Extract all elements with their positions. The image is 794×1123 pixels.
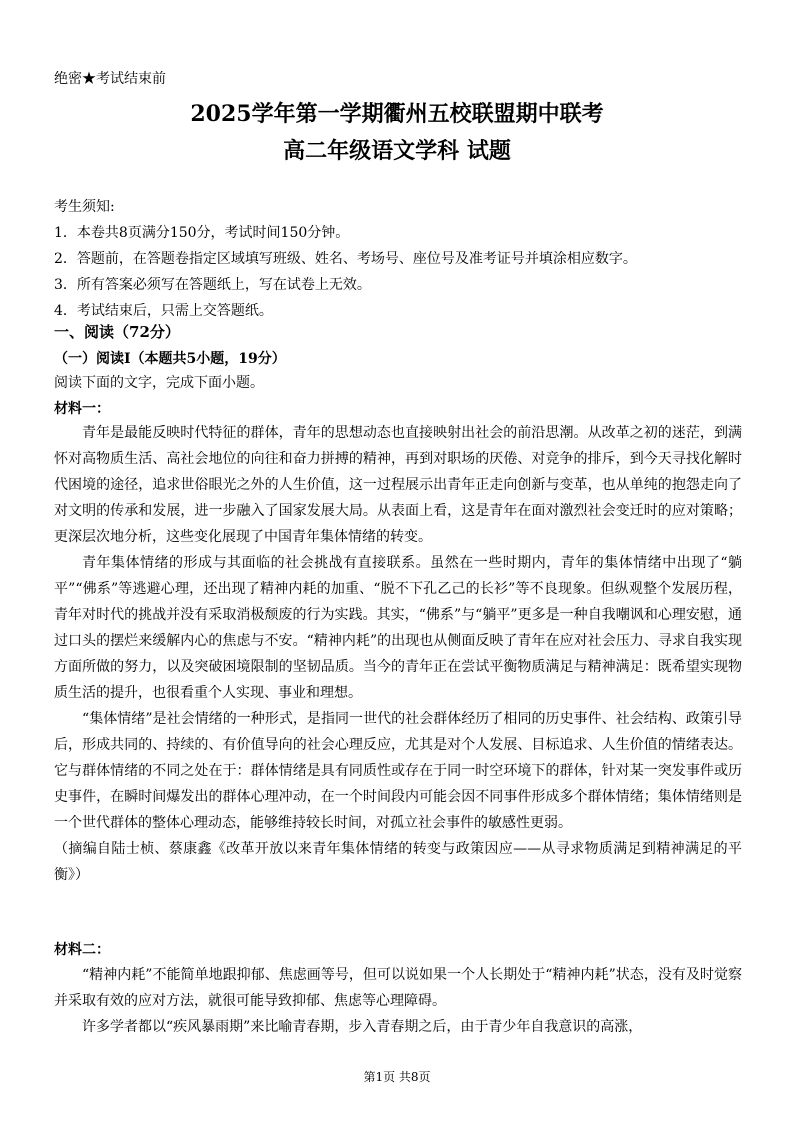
material-1-body: [54, 420, 742, 888]
reading-instruction: 阅读下面的文字，完成下面小题。: [54, 375, 264, 391]
paragraph: “精神内耗”不能简单地跟抑郁、焦虑画等号，但可以说如果一个人长期处于“精神内耗”状态，没有及时觉察并采取有效的应对方法，就很可能导致抑郁、焦虑等心理障碍。: [54, 967, 742, 1009]
candidate-notice: [54, 194, 637, 324]
secret-label: 绝密★考试结束前: [54, 71, 166, 87]
notice-item: 4．考试结束后，只需上交答题纸。: [54, 303, 273, 319]
material-1-label: 材料一：: [54, 401, 110, 417]
notice-item: 3．所有答案必须写在答题纸上，写在试卷上无效。: [54, 277, 371, 293]
exam-title: 2025学年第一学期衢州五校联盟期中联考: [190, 101, 604, 127]
notice-item: 2．答题前，在答题卷指定区域填写班级、姓名、考场号、座位号及准考证号并填涂相应数字。: [54, 251, 637, 267]
exam-subtitle: 高二年级语文学科 试题: [283, 138, 511, 164]
paragraph: “集体情绪”是社会情绪的一种形式，是指同一世代的社会群体经历了相同的历史事件、社会结构、政策引导后，形成共同的、持续的、有价值导向的社会心理反应，尤其是对个人发展、目标追求、人生价值的情绪表达。它与群体情绪的不同之处在于：群体情绪是具有同质性或存在于同一时空环境下的群体，针对某一突发事件或历史事件，在瞬时间爆发出的群体心理冲动，在一个时间段内可能会因不同事件形成多个群体情绪；集体情绪则是一个世代群体的整体心理动态，能够维持较长时间，对孤立社会事件的敏感性更弱。: [54, 711, 742, 831]
source-citation: （摘编自陆士桢、蔡康鑫《改革开放以来青年集体情绪的转变与政策因应——从寻求物质满足到精神满足的平衡》）: [54, 841, 742, 883]
material-2-body: [54, 962, 742, 1040]
material-2-label: 材料二：: [54, 942, 110, 958]
notice-heading: 考生须知:: [54, 199, 115, 215]
notice-item: 1．本卷共8页满分150分，考试时间150分钟。: [54, 225, 350, 241]
paragraph: 青年是最能反映时代特征的群体，青年的思想动态也直接映射出社会的前沿思潮。从改革之初的迷茫，到满怀对高物质生活、高社会地位的向往和奋力拼搏的精神，再到对职场的厌倦、对竞争的排斥，到今天寻找化解时代困境的途径，追求世俗眼光之外的人生价值，这一过程展示出青年正走向创新与变革，也从单纯的抱怨走向了对文明的传承和发展，进一步融入了国家发展大局。从表面上看，这是青年在面对激烈社会变迁时的应对策略；更深层次地分析，这些变化展现了中国青年集体情绪的转变。: [54, 425, 742, 545]
paragraph: 青年集体情绪的形成与其面临的社会挑战有直接联系。虽然在一些时期内，青年的集体情绪中出现了“躺平”“佛系”等逃避心理，还出现了精神内耗的加重、“脱不下孔乙己的长衫”等不良现象。但纵观整个发展历程，青年对时代的挑战并没有采取消极颓废的行为实践。其实，“佛系”与“躺平”更多是一种自我嘲讽和心理安慰，通过口头的摆烂来缓解内心的焦虑与不安。“精神内耗”的出现也从侧面反映了青年在应对社会压力、寻求自我实现方面所做的努力，以及突破困境限制的坚韧品质。当今的青年正在尝试平衡物质满足与精神满足：既希望实现物质生活的提升，也很看重个人实现、事业和理想。: [54, 555, 742, 701]
page-number: 第1页 共8页: [363, 1070, 431, 1084]
section-heading: 一、阅读（72分）: [54, 323, 180, 341]
subsection-heading: （一）阅读Ⅰ（本题共5小题，19分）: [54, 351, 286, 367]
paragraph: 许多学者都以“疾风暴雨期”来比喻青春期，步入青春期之后，由于青少年自我意识的高涨，: [82, 1019, 643, 1035]
